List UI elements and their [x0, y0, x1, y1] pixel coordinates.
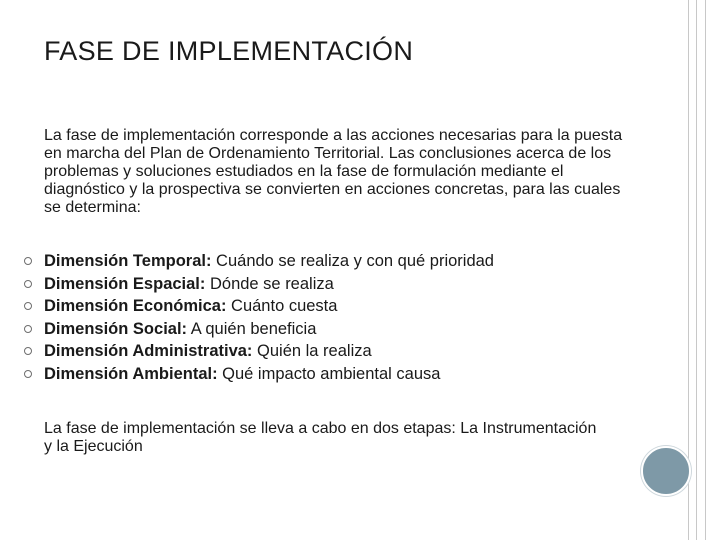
circle-bullet-icon [24, 280, 32, 288]
list-item [24, 363, 494, 386]
list-item [24, 295, 494, 318]
frame-line-right [705, 0, 706, 540]
dimension-description: Cuándo se realiza y con qué prioridad [211, 252, 494, 270]
circle-bullet-icon [24, 257, 32, 265]
dimension-description: Qué impacto ambiental causa [217, 364, 441, 383]
list-item [24, 340, 494, 363]
circle-bullet-icon [24, 347, 32, 355]
dimension-term: Dimensión Espacial: [44, 274, 206, 293]
dimension-term: Dimensión Económica: [44, 297, 227, 315]
dimension-term: Dimensión Administrativa: [44, 342, 253, 360]
dimension-term: Dimensión Temporal: [44, 252, 212, 270]
decorative-circle [641, 446, 691, 496]
dimension-description: Quién la realiza [252, 342, 372, 360]
circle-bullet-icon [24, 370, 32, 378]
list-item [24, 273, 494, 296]
list-item [24, 318, 494, 341]
circle-bullet-icon [24, 302, 32, 310]
frame-line-inner [696, 0, 697, 540]
slide-title: FASE DE IMPLEMENTACIÓN [44, 36, 414, 66]
circle-bullet-icon [24, 325, 32, 333]
closing-paragraph: La fase de implementación se lleva a cabo en dos etapas: La Instrumentación y la Ejecución [44, 420, 597, 455]
dimension-description: Cuánto cuesta [226, 297, 338, 315]
dimension-list [24, 250, 494, 385]
dimension-description: A quién beneficia [187, 319, 317, 338]
dimension-term: Dimensión Social: [44, 319, 188, 338]
dimension-term: Dimensión Ambiental: [44, 364, 218, 383]
dimension-description: Dónde se realiza [205, 274, 334, 293]
list-item [24, 250, 494, 273]
intro-paragraph: La fase de implementación corresponde a las acciones necesarias para la puesta en marcha del Plan de Ordenamiento Territorial. Las conclusiones acerca de los problemas y soluciones estudiados en la fase de formulación mediante el diagnóstico y la prospectiva se convierten en acciones concretas, para las cuales se determina: [44, 127, 623, 216]
